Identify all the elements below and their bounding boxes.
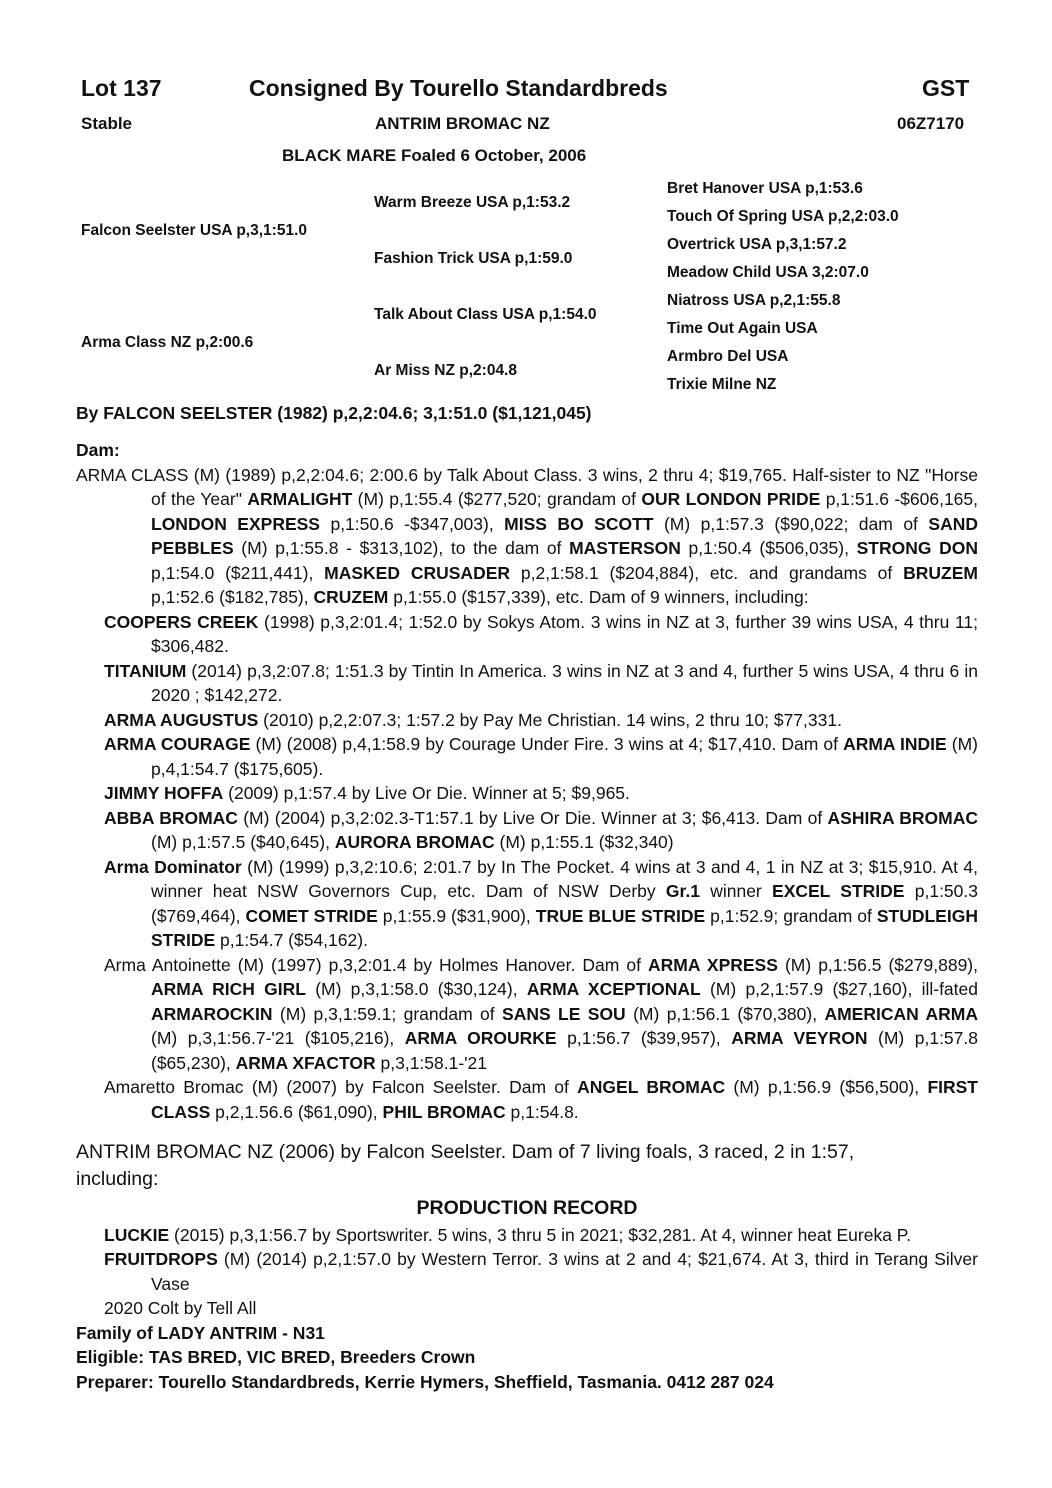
preparer-line: Preparer: Tourello Standardbreds, Kerrie Hymers, Sheffield, Tasmania. 0412 287 024 [76, 1371, 774, 1392]
pedigree-dam-dam: Ar Miss NZ p,2:04.8 [374, 362, 517, 379]
progeny-arma-antoinette: Arma Antoinette (M) (1997) p,3,2:01.4 by Holmes Hanover. Dam of ARMA XPRESS (M) p,1:56.5 ($279,889), ARMA RICH GIRL (M) p,3,1:58.0 ($30,124), ARMA XCEPTIONAL (M) p,2,1:57.9 ($27,160), ill-fated ARMAROCKIN (M) p,3,1:59.1; grandam of SANS LE SOU (M) p,1:56.1 ($70,380), AMERICAN ARMA (M) p,3,1:56.7-'21 ($105,216), ARMA OROURKE p,1:56.7 ($39,957), ARMA VEYRON (M) p,1:57.8 ($65,230), ARMA XFACTOR p,3,1:58.1-'21 [104, 954, 978, 1073]
production-2020-colt: 2020 Colt by Tell All [104, 1298, 257, 1318]
production-fruitdrops: FRUITDROPS (M) (2014) p,2,1:57.0 by Western Terror. 3 wins at 2 and 4; $21,674. At 3, third in Terang Silver Vase [104, 1249, 978, 1294]
pedigree-gen3-5: Niatross USA p,2,1:55.8 [667, 292, 841, 309]
progeny-arma-augustus: ARMA AUGUSTUS (2010) p,2,2:07.3; 1:57.2 by Pay Me Christian. 14 wins, 2 thru 10; $77,331. [104, 709, 842, 730]
pedigree-gen3-4: Meadow Child USA 3,2:07.0 [667, 264, 869, 281]
pedigree-sire: Falcon Seelster USA p,3,1:51.0 [81, 222, 307, 239]
pedigree-gen3-1: Bret Hanover USA p,1:53.6 [667, 180, 863, 197]
pedigree-dam-sire: Talk About Class USA p,1:54.0 [374, 306, 597, 323]
pedigree-gen3-7: Armbro Del USA [667, 348, 789, 365]
pedigree-dam: Arma Class NZ p,2:00.6 [81, 334, 254, 351]
progeny-coopers-creek: COOPERS CREEK (1998) p,3,2:01.4; 1:52.0 by Sokys Atom. 3 wins in NZ at 3, further 39 wins USA, 4 thru 11; $306,482. [104, 611, 978, 656]
eligible-line: Eligible: TAS BRED, VIC BRED, Breeders Crown [76, 1347, 476, 1367]
pedigree-sire-dam: Fashion Trick USA p,1:59.0 [374, 250, 573, 267]
consignor: Consigned By Tourello Standardbreds [249, 75, 668, 101]
production-luckie: LUCKIE (2015) p,3,1:56.7 by Sportswriter. 5 wins, 3 thru 5 in 2021; $32,281. At 4, winner heat Eureka P. [104, 1224, 912, 1245]
sale-code: GST [922, 75, 970, 101]
location: Stable [81, 114, 133, 133]
horse-name: ANTRIM BROMAC NZ [375, 114, 550, 133]
pedigree-gen3-2: Touch Of Spring USA p,2,2:03.0 [667, 208, 899, 225]
progeny-amaretto-bromac: Amaretto Bromac (M) (2007) by Falcon Seelster. Dam of ANGEL BROMAC (M) p,1:56.9 ($56,500), FIRST CLASS p,2,1.56.6 ($61,090), PHIL BROMAC p,1:54.8. [104, 1077, 978, 1122]
dam-label: Dam: [76, 440, 120, 460]
sire-line: By FALCON SEELSTER (1982) p,2,2:04.6; 3,1:51.0 ($1,121,045) [76, 403, 592, 423]
progeny-arma-courage: ARMA COURAGE (M) (2008) p,4,1:58.9 by Courage Under Fire. 3 wins at 4; $17,410. Dam of ARMA INDIE (M) p,4,1:54.7 ($175,605). [104, 734, 978, 779]
progeny-titanium: TITANIUM (2014) p,3,2:07.8; 1:51.3 by Tintin In America. 3 wins in NZ at 3 and 4, further 5 wins USA, 4 thru 6 in 2020 ; $142,272. [104, 660, 978, 705]
dam-section [76, 438, 978, 1394]
pedigree-gen3-3: Overtrick USA p,3,1:57.2 [667, 236, 847, 253]
progeny-abba-bromac: ABBA BROMAC (M) (2004) p,3,2:02.3-T1:57.1 by Live Or Die. Winner at 3; $6,413. Dam of ASHIRA BROMAC (M) p,1:57.5 ($40,645), AURORA BROMAC (M) p,1:55.1 ($32,340) [104, 807, 978, 852]
lot-number: Lot 137 [81, 75, 162, 101]
pedigree-gen3-6: Time Out Again USA [667, 320, 818, 337]
pedigree-gen3-8: Trixie Milne NZ [667, 376, 777, 393]
horse-description: BLACK MARE Foaled 6 October, 2006 [282, 146, 587, 165]
production-intro: ANTRIM BROMAC NZ (2006) by Falcon Seelster. Dam of 7 living foals, 3 raced, 2 in 1:57, including: [76, 1141, 855, 1190]
progeny-arma-dominator: Arma Dominator (M) (1999) p,3,2:10.6; 2:01.7 by In The Pocket. 4 wins at 3 and 4, 1 in NZ at 3; $15,910. At 4, winner heat NSW Governors Cup, etc. Dam of NSW Derby Gr.1 winner EXCEL STRIDE p,1:50.3 ($769,464), COMET STRIDE p,1:55.9 ($31,900), TRUE BLUE STRIDE p,1:52.9; grandam of STUDLEIGH STRIDE p,1:54.7 ($54,162). [104, 856, 978, 950]
id-code: 06Z7170 [897, 114, 965, 133]
production-record-title: PRODUCTION RECORD [416, 1197, 638, 1219]
progeny-jimmy-hoffa: JIMMY HOFFA (2009) p,1:57.4 by Live Or Die. Winner at 5; $9,965. [104, 783, 630, 803]
pedigree-sire-sire: Warm Breeze USA p,1:53.2 [374, 194, 571, 211]
dam-paragraph: ARMA CLASS (M) (1989) p,2,2:04.6; 2:00.6 by Talk About Class. 3 wins, 2 thru 4; $19,765. Half-sister to NZ "Horse of the Year" ARMALIGHT (M) p,1:55.4 ($277,520; grandam of OUR LONDON PRIDE p,1:51.6 -$606,165, LONDON EXPRESS p,1:50.6 -$347,003), MISS BO SCOTT (M) p,1:57.3 ($90,022; dam of SAND PEBBLES (M) p,1:55.8 - $313,102), to the dam of MASTERSON p,1:50.4 ($506,035), STRONG DON p,1:54.0 ($211,441), MASKED CRUSADER p,2,1:58.1 ($204,884), etc. and grandams of BRUZEM p,1:52.6 ($182,785), CRUZEM p,1:55.0 ($157,339), etc. Dam of 9 winners, including: [76, 464, 979, 607]
family-line: Family of LADY ANTRIM - N31 [76, 1322, 325, 1343]
